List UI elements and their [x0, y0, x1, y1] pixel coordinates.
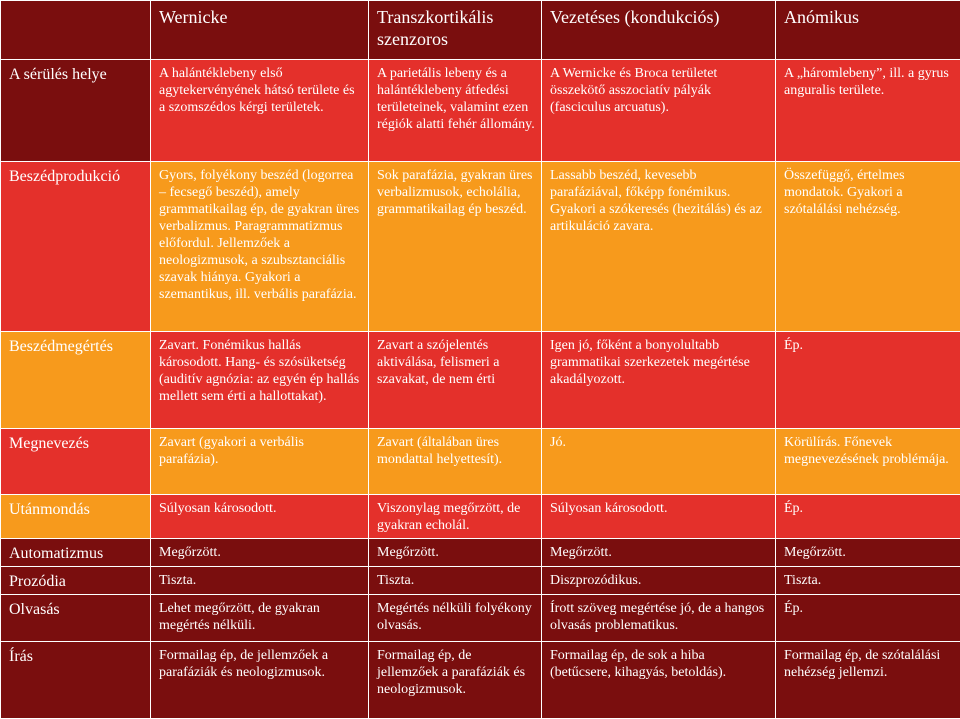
row-label: Megnevezés — [1, 429, 151, 495]
cell-conduction: A Wernicke és Broca területet összekötő asszociatív pályák (fasciculus arcuatus). — [542, 60, 776, 162]
cell-transcortical: Tiszta. — [369, 567, 542, 595]
cell-conduction: Írott szöveg megértése jó, de a hangos olvasás problematikus. — [542, 595, 776, 642]
row-label: Írás — [1, 642, 151, 719]
cell-conduction: Diszprozódikus. — [542, 567, 776, 595]
row-speech-production — [1, 162, 960, 332]
row-label: Utánmondás — [1, 495, 151, 539]
row-label: Olvasás — [1, 595, 151, 642]
row-lesion-site — [1, 60, 960, 162]
cell-wernicke: Súlyosan károsodott. — [151, 495, 369, 539]
header-corner — [1, 1, 151, 60]
cell-wernicke: Zavart (gyakori a verbális parafázia). — [151, 429, 369, 495]
cell-anomic: Megőrzött. — [776, 539, 960, 567]
cell-anomic: Formailag ép, de szótalálási nehézség jellemzi. — [776, 642, 960, 719]
row-label: Prozódia — [1, 567, 151, 595]
cell-transcortical: Formailag ép, de jellemzőek a parafáziák és neologizmusok. — [369, 642, 542, 719]
header-wernicke: Wernicke — [151, 1, 369, 60]
cell-conduction: Lassabb beszéd, kevesebb parafáziával, főképp fonémikus. Gyakori a szókeresés (hezitálás) és az artikuláció zavara. — [542, 162, 776, 332]
cell-transcortical: Megőrzött. — [369, 539, 542, 567]
row-automatism — [1, 539, 960, 567]
cell-wernicke: Gyors, folyékony beszéd (logorrea – fecsegő beszéd), amely grammatikailag ép, de gyakran üres verbalizmus. Paragrammatizmus előfordul. Jellemzőek a neologizmusok, a szubsztanciális szavak hiánya. Gyakori a szemantikus, ill. verbális parafázia. — [151, 162, 369, 332]
cell-transcortical: Megértés nélküli folyékony olvasás. — [369, 595, 542, 642]
header-anomic: Anómikus — [776, 1, 960, 60]
cell-anomic: Ép. — [776, 495, 960, 539]
cell-wernicke: Zavart. Fonémikus hallás károsodott. Hang- és szósüketség (auditív agnózia: az egyén ép hallás mellett sem érti a hallottakat). — [151, 332, 369, 429]
row-label: Beszédmegértés — [1, 332, 151, 429]
row-naming — [1, 429, 960, 495]
cell-anomic: A „háromlebeny”, ill. a gyrus anguralis területe. — [776, 60, 960, 162]
cell-transcortical: Zavart (általában üres mondattal helyettesít). — [369, 429, 542, 495]
cell-anomic: Ép. — [776, 332, 960, 429]
cell-wernicke: Tiszta. — [151, 567, 369, 595]
cell-conduction: Megőrzött. — [542, 539, 776, 567]
cell-conduction: Formailag ép, de sok a hiba (betűcsere, kihagyás, betoldás). — [542, 642, 776, 719]
cell-conduction: Súlyosan károsodott. — [542, 495, 776, 539]
cell-wernicke: Lehet megőrzött, de gyakran megértés nélküli. — [151, 595, 369, 642]
cell-anomic: Körülírás. Főnevek megnevezésének problémája. — [776, 429, 960, 495]
header-row — [1, 1, 960, 60]
cell-transcortical: Zavart a szójelentés aktiválása, felismeri a szavakat, de nem érti — [369, 332, 542, 429]
cell-anomic: Összefüggő, értelmes mondatok. Gyakori a szótalálási nehézség. — [776, 162, 960, 332]
cell-transcortical: A parietális lebeny és a halántéklebeny átfedési területeinek, valamint ezen régiók alatti fehér állomány. — [369, 60, 542, 162]
cell-wernicke: Megőrzött. — [151, 539, 369, 567]
cell-anomic: Tiszta. — [776, 567, 960, 595]
row-label: A sérülés helye — [1, 60, 151, 162]
cell-wernicke: A halántéklebeny első agytekervényének hátsó területe és a szomszédos kérgi területek. — [151, 60, 369, 162]
cell-transcortical: Viszonylag megőrzött, de gyakran echolál. — [369, 495, 542, 539]
row-label: Automatizmus — [1, 539, 151, 567]
row-writing — [1, 642, 960, 719]
cell-conduction: Jó. — [542, 429, 776, 495]
header-conduction: Vezetéses (kondukciós) — [542, 1, 776, 60]
cell-wernicke: Formailag ép, de jellemzőek a parafáziák és neologizmusok. — [151, 642, 369, 719]
cell-anomic: Ép. — [776, 595, 960, 642]
row-repetition — [1, 495, 960, 539]
row-label: Beszédprodukció — [1, 162, 151, 332]
row-prosody — [1, 567, 960, 595]
header-transcortical: Transzkortikális szenzoros — [369, 1, 542, 60]
row-reading — [1, 595, 960, 642]
cell-transcortical: Sok parafázia, gyakran üres verbalizmusok, echolália, grammatikailag ép beszéd. — [369, 162, 542, 332]
cell-conduction: Igen jó, főként a bonyolultabb grammatikai szerkezetek megértése akadályozott. — [542, 332, 776, 429]
row-speech-comprehension — [1, 332, 960, 429]
